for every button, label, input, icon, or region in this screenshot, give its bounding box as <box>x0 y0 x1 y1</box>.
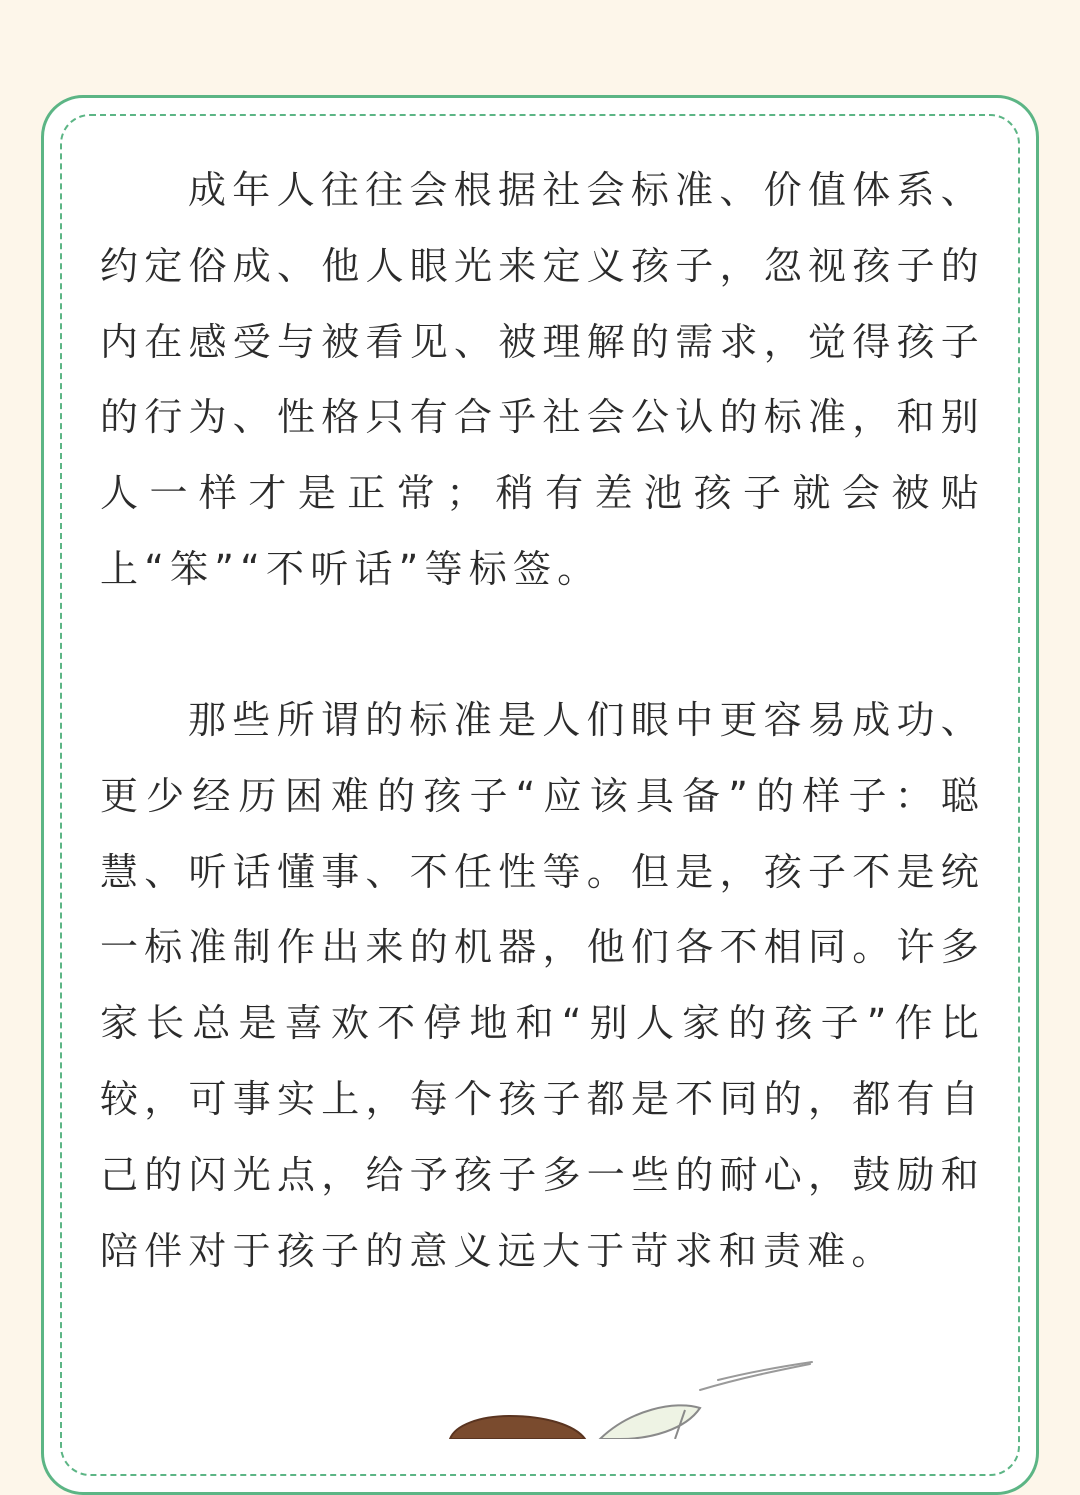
paragraph-1: 成年人往往会根据社会标准、价值体系、约定俗成、他人眼光来定义孩子，忽视孩子的内在感受与被看见、被理解的需求，觉得孩子的行为、性格只有合乎社会公认的标准，和别人一样才是正常；稍有差池孩子就会被贴上“笨”“不听话”等标签。 <box>100 168 985 591</box>
hair <box>450 1416 585 1439</box>
paragraph-2: 那些所谓的标准是人们眼中更容易成功、更少经历困难的孩子“应该具备”的样子：聪慧、听话懂事、不任性等。但是，孩子不是统一标准制作出来的机器，他们各不相同。许多家长总是喜欢不停地和“别人家的孩子”作比较，可事实上，每个孩子都是不同的，都有自己的闪光点，给予孩子多一些的耐心，鼓励和陪伴对于孩子的意义远大于苛求和责难。 <box>100 698 985 1273</box>
child-illustration <box>400 1350 860 1439</box>
motion-lines <box>700 1362 812 1390</box>
leaf-sprout <box>600 1405 700 1439</box>
